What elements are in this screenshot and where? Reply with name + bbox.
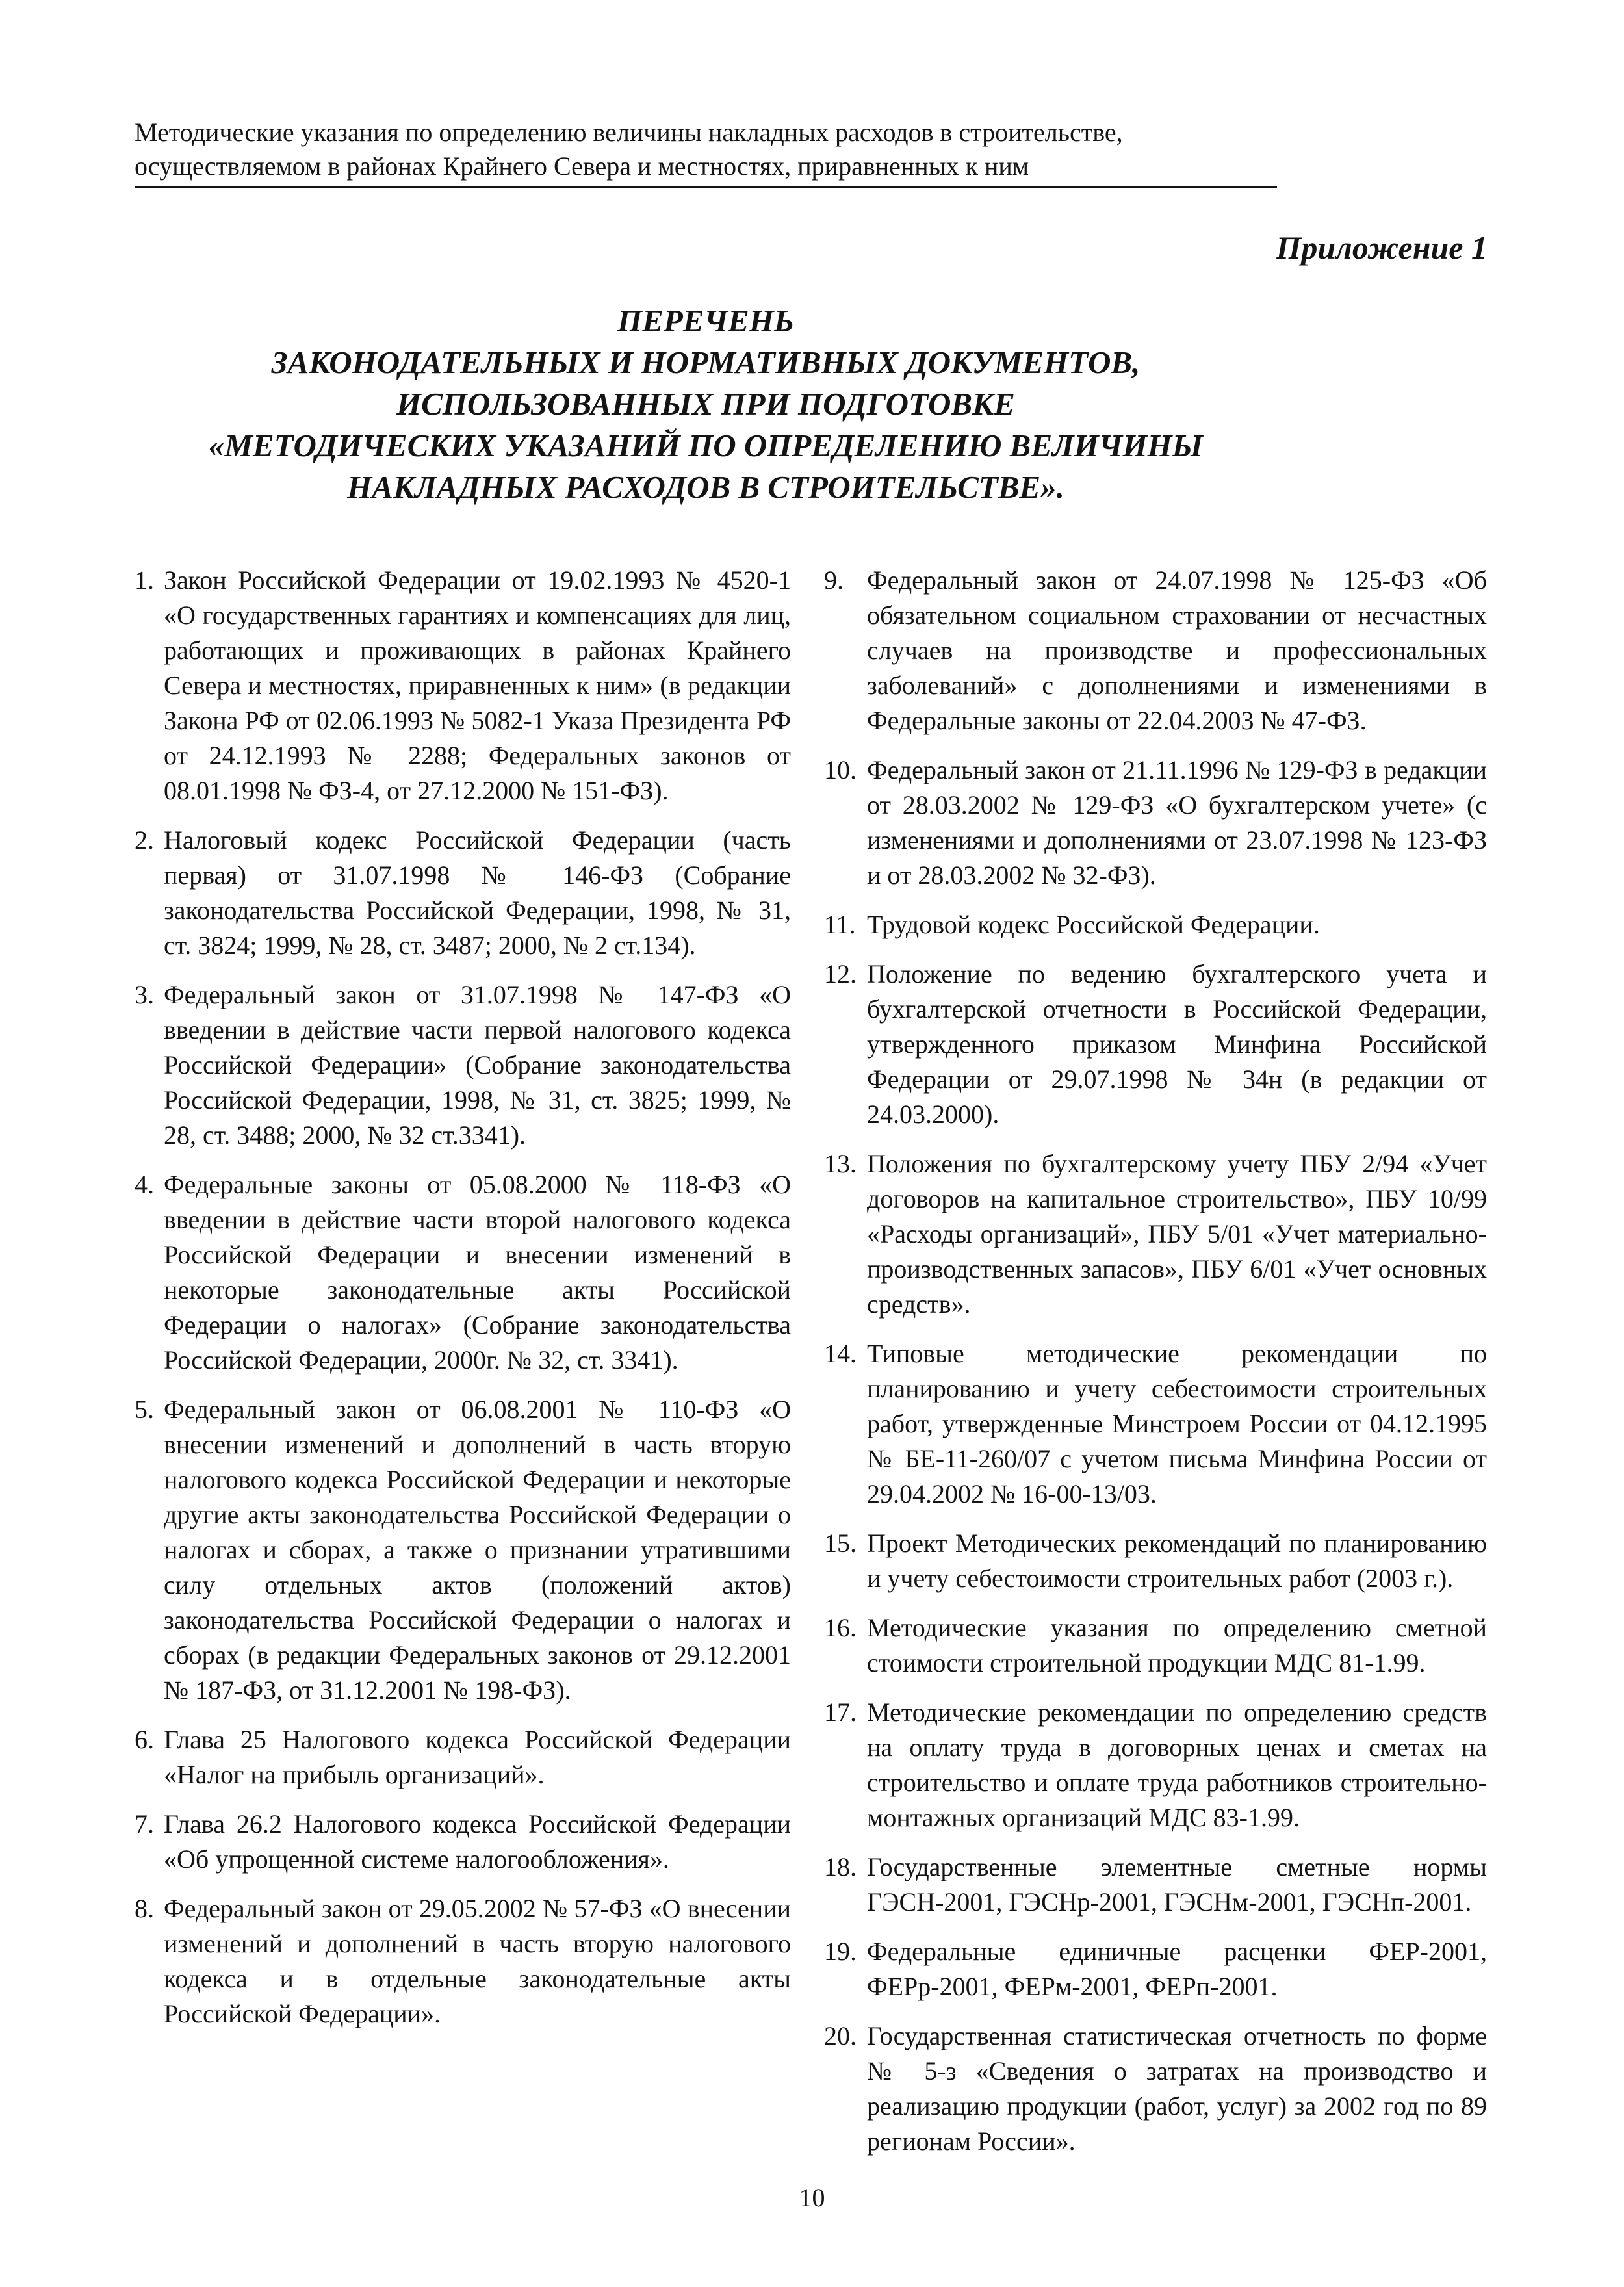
- list-item-number: 4.: [135, 1170, 154, 1199]
- list-item: [135, 977, 791, 1153]
- appendix-label: Приложение 1: [1276, 229, 1488, 266]
- list-item-text: Государственные элементные сметные нормы ГЭСН-2001, ГЭСНр-2001, ГЭСНм-2001, ГЭСНп-2001.: [867, 1852, 1487, 1917]
- list-item: [135, 563, 791, 808]
- list-item-text: Федеральный закон от 29.05.2002 № 57-ФЗ «О внесении изменений и дополнений в часть вторую налогового кодекса и в отдельные законодательные акты Российской Федерации».: [164, 1894, 791, 2028]
- list-item-number: 7.: [135, 1809, 154, 1839]
- list-item-number: 5.: [135, 1395, 154, 1424]
- list-item-number: 3.: [135, 980, 154, 1009]
- list-item-number: 1.: [135, 565, 154, 595]
- list-item-text: Федеральные единичные расценки ФЕР-2001, ФЕРр-2001, ФЕРм-2001, ФЕРп-2001.: [867, 1937, 1487, 2001]
- list-item-text: Закон Российской Федерации от 19.02.1993 № 4520-1 «О государственных гарантиях и компенсациях для лиц, работающих и проживающих в районах Крайнего Севера и местностях, приравненных к ним» (в редакции Закона РФ от 02.06.1993 № 5082-1 Указа Президента РФ от 24.12.1993 № 2288; Федеральных законов от 08.01.1998 № ФЗ-4, от 27.12.2000 № 151-ФЗ).: [164, 565, 791, 805]
- list-item: [824, 1610, 1487, 1681]
- list-item-number: 13.: [824, 1149, 857, 1178]
- list-item: [824, 1850, 1487, 1920]
- list-item-text: Федеральные законы от 05.08.2000 № 118-ФЗ «О введении в действие части второй налогового кодекса Российской Федерации и внесении изменений в некоторые законодательные акты Российской Федерации о налогах» (Собрание законодательства Российской Федерации, 2000г. № 32, ст. 3341).: [164, 1170, 791, 1375]
- list-item-number: 20.: [824, 2021, 857, 2050]
- list-item-number: 12.: [824, 959, 857, 988]
- list-item-text: Положения по бухгалтерскому учету ПБУ 2/94 «Учет договоров на капитальное строительство», ПБУ 10/99 «Расходы организаций», ПБУ 5/01 «Учет материально-производственных запасов», ПБУ 6/01 «Учет основных средств».: [867, 1149, 1487, 1319]
- document-title: [135, 300, 1277, 508]
- list-item-number: 17.: [824, 1698, 857, 1727]
- list-item-text: Проект Методических рекомендаций по планированию и учету себестоимости строительных работ (2003 г.).: [867, 1529, 1487, 1593]
- list-column-left: [135, 563, 791, 2046]
- header-divider: [135, 186, 1277, 188]
- list-item-text: Положение по ведению бухгалтерского учета и бухгалтерской отчетности в Российской Федерации, утвержденного приказом Минфина Российской Федерации от 29.07.1998 № 34н (в редакции от 24.03.2000).: [867, 959, 1487, 1129]
- list-item: [824, 1526, 1487, 1596]
- list-item-text: Глава 25 Налогового кодекса Российской Федерации «Налог на прибыль организаций».: [164, 1725, 791, 1789]
- list-item-number: 2.: [135, 825, 154, 855]
- title-line: НАКЛАДНЫХ РАСХОДОВ В СТРОИТЕЛЬСТВЕ».: [347, 469, 1064, 505]
- list-item: [135, 1392, 791, 1708]
- list-item: [135, 823, 791, 963]
- running-header-line-1: Методические указания по определению величины накладных расходов в строительстве,: [135, 118, 1123, 147]
- list-item: [824, 1934, 1487, 2004]
- list-item-text: Методические указания по определению сметной стоимости строительной продукции МДС 81-1.99.: [867, 1613, 1487, 1677]
- list-item-text: Государственная статистическая отчетность по форме № 5-з «Сведения о затратах на производство и реализацию продукции (работ, услуг) за 2002 год по 89 регионам России».: [867, 2021, 1487, 2156]
- list-item-text: Типовые методические рекомендации по планированию и учету себестоимости строительных работ, утвержденные Минстроем России от 04.12.1995 № БЕ-11-260/07 с учетом письма Минфина России от 29.04.2002 № 16-00-13/03.: [867, 1339, 1487, 1508]
- list-item-number: 18.: [824, 1852, 857, 1881]
- list-item: [135, 1891, 791, 2032]
- title-line: ИСПОЛЬЗОВАННЫХ ПРИ ПОДГОТОВКЕ: [396, 386, 1015, 422]
- list-item-number: 10.: [824, 755, 857, 784]
- list-item: [824, 2019, 1487, 2159]
- list-item-number: 15.: [824, 1529, 857, 1558]
- list-item: [824, 1146, 1487, 1322]
- list-item: [824, 563, 1487, 738]
- title-line: «МЕТОДИЧЕСКИХ УКАЗАНИЙ ПО ОПРЕДЕЛЕНИЮ ВЕЛИЧИНЫ: [208, 428, 1204, 463]
- list-item-text: Трудовой кодекс Российской Федерации.: [867, 910, 1320, 939]
- list-item-number: 11.: [824, 910, 856, 939]
- list-item-text: Федеральный закон от 31.07.1998 № 147-ФЗ «О введении в действие части первой налогового кодекса Российской Федерации» (Собрание законодательства Российской Федерации, 1998, № 31, ст. 3825; 1999, № 28, ст. 3488; 2000, № 32 ст.3341).: [164, 980, 791, 1150]
- list-item: [824, 957, 1487, 1132]
- list-item-text: Налоговый кодекс Российской Федерации (часть первая) от 31.07.1998 № 146-ФЗ (Собрание законодательства Российской Федерации, 1998, № 31, ст. 3824; 1999, № 28, ст. 3487; 2000, № 2 ст.134).: [164, 825, 791, 960]
- list-item: [824, 753, 1487, 893]
- list-item: [824, 907, 1487, 942]
- list-item: [135, 1722, 791, 1792]
- list-item: [824, 1695, 1487, 1835]
- list-item-text: Глава 26.2 Налогового кодекса Российской Федерации «Об упрощенной системе налогообложения».: [164, 1809, 791, 1874]
- list-item-number: 8.: [135, 1894, 154, 1923]
- list-item: [135, 1807, 791, 1877]
- list-item-text: Федеральный закон от 06.08.2001 № 110-ФЗ «О внесении изменений и дополнений в часть вторую налогового кодекса Российской Федерации и некоторые другие акты законодательства Российской Федерации о налогах и сборах, а также о признании утратившими силу отдельных актов (положений актов) законодательства Российской Федерации о налогах и сборах (в редакции Федеральных законов от 29.12.2001 № 187-ФЗ, от 31.12.2001 № 198-ФЗ).: [164, 1395, 791, 1705]
- page-number: 10: [799, 2183, 825, 2212]
- title-line: ЗАКОНОДАТЕЛЬНЫХ И НОРМАТИВНЫХ ДОКУМЕНТОВ,: [271, 344, 1141, 380]
- list-item-number: 9.: [824, 565, 844, 595]
- list-column-right: [824, 563, 1487, 2173]
- list-item-number: 6.: [135, 1725, 154, 1754]
- list-item-number: 16.: [824, 1613, 857, 1642]
- list-item-number: 19.: [824, 1937, 857, 1966]
- list-item-text: Федеральный закон от 24.07.1998 № 125-ФЗ «Об обязательном социальном страховании от несчастных случаев на производстве и профессиональных заболеваний» с дополнениями и изменениями в Федеральные законы от 22.04.2003 № 47-ФЗ.: [867, 565, 1487, 735]
- running-header: [135, 116, 1277, 183]
- list-item-text: Федеральный закон от 21.11.1996 № 129-ФЗ в редакции от 28.03.2002 № 129-ФЗ «О бухгалтерском учете» (с изменениями и дополнениями от 23.07.1998 № 123-ФЗ и от 28.03.2002 № 32-ФЗ).: [867, 755, 1487, 890]
- list-item-text: Методические рекомендации по определению средств на оплату труда в договорных ценах и сметах на строительство и оплате труда работников строительно-монтажных организаций МДС 83-1.99.: [867, 1698, 1487, 1832]
- list-item: [824, 1336, 1487, 1512]
- running-header-line-2: осуществляемом в районах Крайнего Севера и местностях, приравненных к ним: [135, 151, 1029, 181]
- list-item: [135, 1167, 791, 1378]
- title-line: ПЕРЕЧЕНЬ: [617, 303, 794, 339]
- list-item-number: 14.: [824, 1339, 857, 1368]
